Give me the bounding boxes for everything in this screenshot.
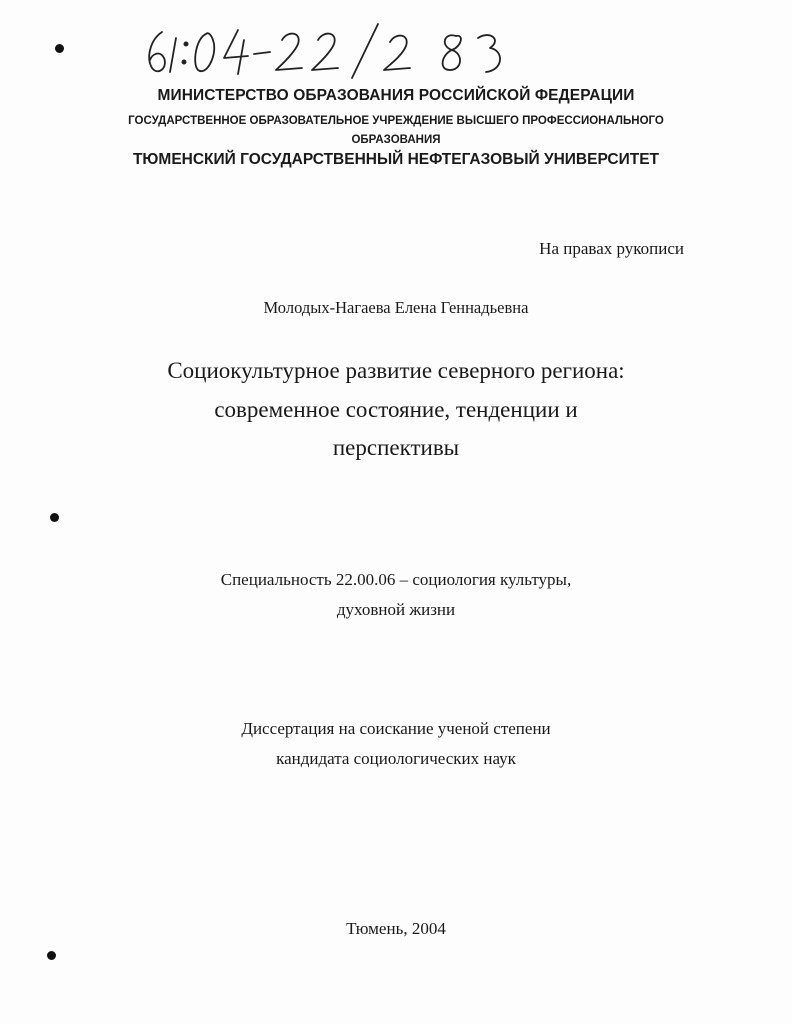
institution-line-2: ОБРАЗОВАНИЯ: [351, 134, 441, 146]
degree-statement: [0, 714, 792, 774]
dissertation-title: [0, 352, 792, 468]
rights-note: На правах рукописи: [539, 239, 684, 258]
university-name: ТЮМЕНСКИЙ ГОСУДАРСТВЕННЫЙ НЕФТЕГАЗОВЫЙ УНИВЕРСИТЕТ: [132, 151, 660, 168]
institution-line-1: ГОСУДАРСТВЕННОЕ ОБРАЗОВАТЕЛЬНОЕ УЧРЕЖДЕНИЕ ВЫСШЕГО ПРОФЕССИОНАЛЬНОГО: [128, 115, 664, 127]
place-year: Тюмень, 2004: [346, 919, 446, 938]
ministry-name: МИНИСТЕРСТВО ОБРАЗОВАНИЯ РОССИЙСКОЙ ФЕДЕРАЦИИ: [157, 87, 635, 104]
institution-name: [0, 112, 792, 150]
degree-line-2: кандидата социологических наук: [276, 749, 516, 768]
handwritten-code: [140, 18, 540, 80]
title-line-2: современное состояние, тенденции и: [214, 396, 578, 422]
author-name: Молодых-Нагаева Елена Геннадьевна: [263, 298, 529, 317]
specialty-line-1: Специальность 22.00.06 – социология культуры,: [220, 570, 572, 589]
title-line-3: перспективы: [332, 435, 460, 460]
punch-hole-mark: [55, 44, 64, 53]
degree-line-1: Диссертация на соискание ученой степени: [241, 719, 551, 738]
specialty-line-2: духовной жизни: [336, 600, 456, 619]
punch-hole-mark: [50, 513, 59, 522]
punch-hole-mark: [47, 951, 56, 960]
specialty: [0, 565, 792, 625]
title-line-1: Социокультурное развитие северного региона:: [167, 358, 625, 383]
handwritten-code-drawing: [140, 18, 540, 80]
